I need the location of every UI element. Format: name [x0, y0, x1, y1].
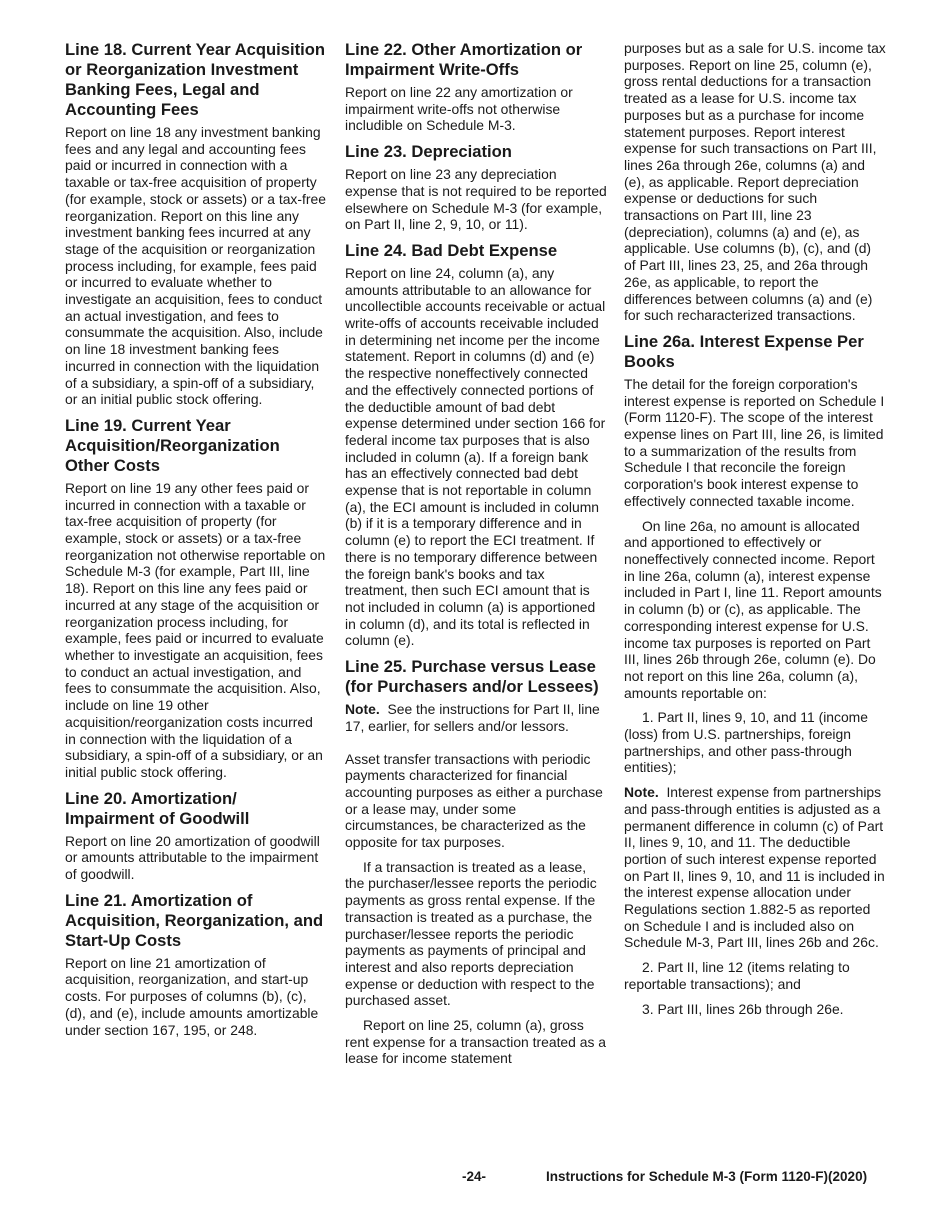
section-heading: Line 18. Current Year Acquisition or Reorganization Investment Banking Fees, Legal and Accounting Fees: [65, 40, 326, 119]
paragraph: 1. Part II, lines 9, 10, and 11 (income (loss) from U.S. partnerships, foreign partnerships, and other pass-through entities);: [624, 709, 868, 776]
section-heading: Line 20. Amortization/ Impairment of Goodwill: [65, 788, 250, 828]
paragraph: purposes but as a sale for U.S. income tax purposes. Report on line 25, column (e), gross rental deductions for a transaction treated as a lease for U.S. income tax purposes but as a purchase for income statement purposes. Report interest expense for such transactions on Part III, lines 26a through 26e, columns (a) and (e), as applicable. Report depreciation expense or deductions for such transactions on Part III, line 23 (depreciation), columns (a) and (e), as applicable. Use columns (b), (c), and (d) of Part III, lines 23, 25, and 26a through 26e, as applicable, to report the differences between columns (a) and (e) for such recharacterized transactions.: [624, 40, 886, 324]
column-right: [624, 40, 886, 1025]
paragraph: Asset transfer transactions with periodic payments characterized for financial accounting purposes as either a purchase or a lease may, under some circumstances, be characterized as the opposite for tax purposes.: [345, 750, 603, 851]
column-left: [65, 40, 327, 1046]
section-heading: Line 19. Current Year Acquisition/Reorganization Other Costs: [65, 415, 280, 475]
paragraph: Report on line 20 amortization of goodwill or amounts attributable to the impairment of goodwill.: [65, 832, 320, 883]
spacer: [345, 743, 607, 751]
paragraph: The detail for the foreign corporation's interest expense is reported on Schedule I (Form 1120-F). The scope of the interest expense lines on Part III, line 26, is limited to a summarization of the results from Schedule I that reconcile the foreign corporation's book interest expense to effectively connected taxable income.: [624, 375, 885, 509]
note-label: Note.: [624, 784, 659, 801]
page-footer: [0, 1169, 950, 1189]
document-title: Instructions for Schedule M-3 (Form 1120-F)(2020): [546, 1169, 868, 1184]
note-paragraph: [624, 784, 886, 951]
paragraph: Report on line 25, column (a), gross rent expense for a transaction treated as a lease for income statement: [345, 1017, 606, 1067]
column-middle: [345, 40, 607, 1075]
section-heading: Line 24. Bad Debt Expense: [345, 240, 558, 260]
note-text: See the instructions for Part II, line 17, earlier, for sellers and/or lessors.: [345, 701, 600, 734]
section-heading: Line 21. Amortization of Acquisition, Reorganization, and Start-Up Costs: [65, 890, 324, 950]
paragraph: 2. Part II, line 12 (items relating to reportable transactions); and: [624, 959, 850, 992]
note-label: Note.: [345, 701, 380, 718]
paragraph: Report on line 18 any investment banking fees and any legal and accounting fees paid or incurred in connection with a taxable or tax-free acquisition of property (for example, stock or assets) or a tax-free reorganization. Report on this line any investment banking fees incurred at any stage of the acquisition or reorganization process including, for example, fees paid or incurred to evaluate whether to investigate an acquisition, fees to conduct an actual investigation, and fees to consummate the acquisition. Also, include on line 18 investment banking fees incurred in connection with the liquidation of a subsidiary, a spin-off of a subsidiary, or an initial public stock offering.: [65, 124, 326, 408]
paragraph: Report on line 24, column (a), any amounts attributable to an allowance for uncollectible accounts receivable or actual write-offs of accounts receivable included in determining net income per the income statement. Report in columns (d) and (e) the respective noneffectively connected and the effectively connected portions of the deductible amount of bad debt expense determined under section 166 for federal income tax purposes that is also included in column (a). If a foreign bank has an effectively connected bad debt expense that is not reportable in column (a), the ECI amount is included in column (b) if it is a temporary difference and in column (e) to report the ECI treatment. If there is no temporary difference between the foreign bank's books and tax treatment, then such ECI amount that is not included in column (a) is apportioned in column (d), and its total is reflected in column (e).: [345, 264, 606, 649]
page-number: -24-: [462, 1169, 487, 1184]
section-heading: Line 26a. Interest Expense Per Books: [624, 331, 864, 371]
section-heading: Line 22. Other Amortization or Impairment Write-Offs: [345, 40, 583, 79]
note-text: Interest expense from partnerships and pass-through entities is adjusted as a permanent difference in column (c) of Part II, lines 9, 10, and 11. The deductible portion of such interest expense reported on Part II, lines 9, 10, and 11 is included in the interest expense allocation under Regulations section 1.882-5 as reported on Schedule I and is included also on Schedule M-3, Part III, lines 26b and 26c.: [624, 784, 885, 951]
note-paragraph: [345, 701, 607, 734]
paragraph: Report on line 23 any depreciation expense that is not required to be reported elsewhere on Schedule M-3 (for example, on Part II, line 2, 9, 10, or 11).: [345, 166, 607, 233]
section-heading: Line 25. Purchase versus Lease (for Purchasers and/or Lessees): [345, 657, 599, 697]
paragraph: If a transaction is treated as a lease, the purchaser/lessee reports the periodic payments as gross rental expense. If the transaction is treated as a purchase, the purchaser/lessee reports the periodic payments as payments of principal and interest and also reports depreciation expense or deduction with respect to the purchased asset.: [345, 858, 597, 1009]
section-heading: Line 23. Depreciation: [345, 142, 512, 162]
paragraph: Report on line 19 any other fees paid or incurred in connection with a taxable or tax-free acquisition of property (for example, stock or assets) or a tax-free reorganization not otherwise reportable on Schedule M-3 (for example, Part III, line 18). Report on this line any fees paid or incurred at any stage of the acquisition or reorganization process including, for example, fees paid or incurred to evaluate whether to investigate an acquisition, fees to conduct an actual investigation, and fees to consummate the acquisition. Also, include on line 19 other acquisition/reorganization costs incurred in connection with the liquidation of a subsidiary, a spin-off of a subsidiary, or an initial public stock offering.: [65, 479, 326, 780]
paragraph: Report on line 22 any amortization or impairment write-offs not otherwise includible on Schedule M-3.: [345, 84, 573, 134]
paragraph: 3. Part III, lines 26b through 26e.: [642, 1000, 844, 1017]
paragraph: Report on line 21 amortization of acquisition, reorganization, and start-up costs. For purposes of columns (b), (c), (d), and (e), include amounts amortizable under section 167, 195, or 248.: [65, 954, 319, 1038]
paragraph: On line 26a, no amount is allocated and apportioned to effectively or noneffectively connected income. Report in line 26a, column (a), interest expense included in Part I, line 11. Report amounts in column (b) or (c), as applicable. The corresponding interest expense for U.S. income tax purposes is reported on Part III, lines 26b through 26e, column (e). Do not report on this line 26a, column (a), amounts reportable on:: [624, 517, 882, 701]
